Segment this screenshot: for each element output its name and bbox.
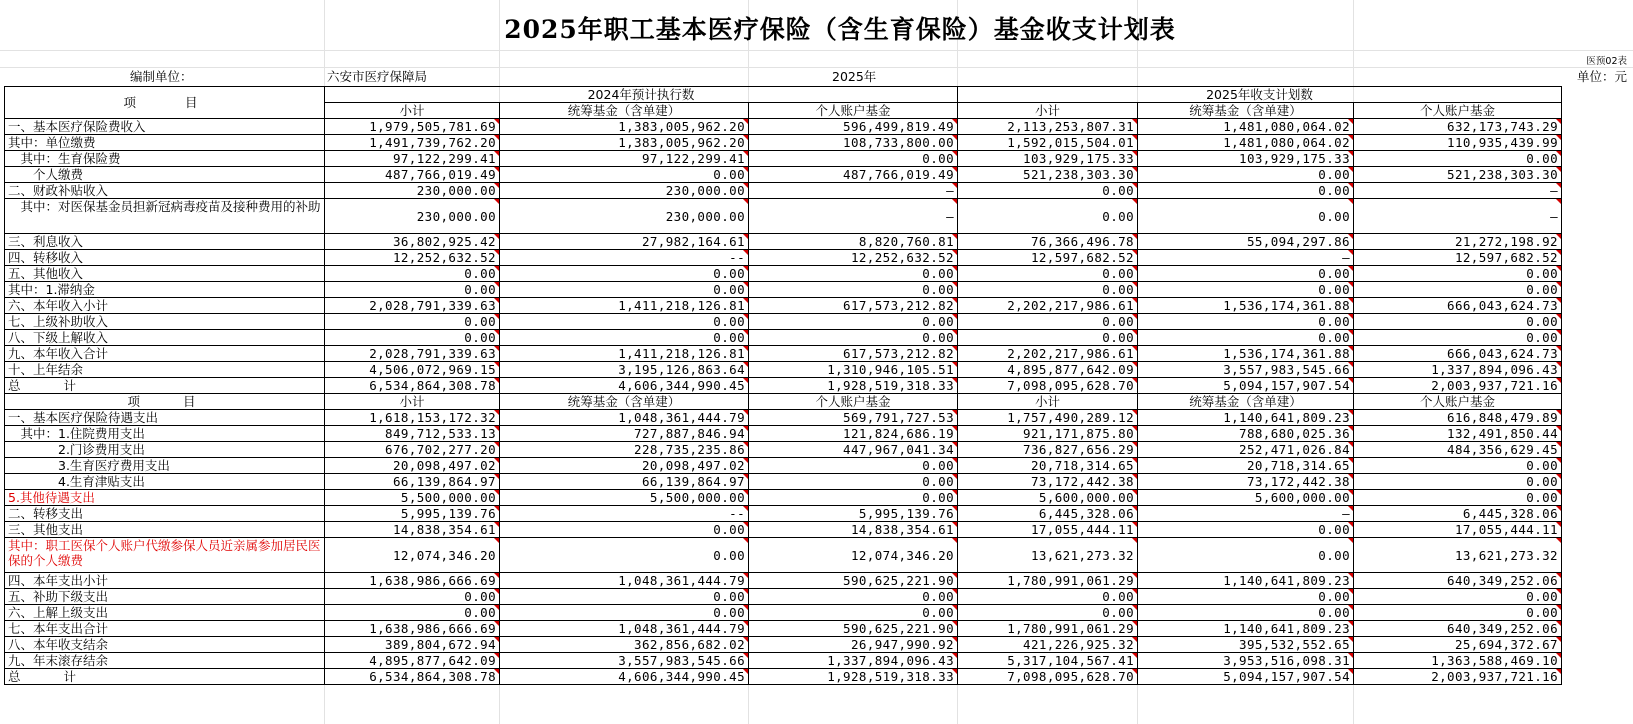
cell-value: 230,000.00 xyxy=(325,199,500,234)
cell-value: 5,317,104,567.41 xyxy=(958,653,1138,669)
cell-value: 5,094,157,907.54 xyxy=(1138,378,1354,394)
cell-value: 76,366,496.78 xyxy=(958,234,1138,250)
row-label: 八、下级上解收入 xyxy=(5,330,325,346)
header-row-expense xyxy=(5,394,1562,410)
cell-value: 73,172,442.38 xyxy=(1138,474,1354,490)
cell-value: 6,445,328.06 xyxy=(1354,506,1562,522)
cell-value: 0.00 xyxy=(958,282,1138,298)
cell-value: 1,140,641,809.23 xyxy=(1138,410,1354,426)
cell-value: 0.00 xyxy=(500,330,749,346)
cell-value: 1,363,588,469.10 xyxy=(1354,653,1562,669)
cell-value: 6,534,864,308.78 xyxy=(325,669,500,685)
form-code: 医预02表 xyxy=(1586,56,1627,67)
header-group-2025: 2025年收支计划数 xyxy=(958,87,1562,103)
cell-value: 0.00 xyxy=(1138,538,1354,573)
cell-value: 5,500,000.00 xyxy=(325,490,500,506)
cell-value: — xyxy=(1138,250,1354,266)
cell-value: 788,680,025.36 xyxy=(1138,426,1354,442)
cell-value: 1,383,005,962.20 xyxy=(500,119,749,135)
cell-value: 4,606,344,990.45 xyxy=(500,669,749,685)
cell-value: 521,238,303.30 xyxy=(1354,167,1562,183)
cell-value: 421,226,925.32 xyxy=(958,637,1138,653)
table-row xyxy=(5,266,1562,282)
cell-value: — xyxy=(749,199,958,234)
table-row xyxy=(5,119,1562,135)
cell-value: 569,791,727.53 xyxy=(749,410,958,426)
cell-value: 0.00 xyxy=(1138,589,1354,605)
header-col: 个人账户基金 xyxy=(1354,103,1562,119)
cell-value: 0.00 xyxy=(749,490,958,506)
cell-value: 0.00 xyxy=(1354,330,1562,346)
cell-value: 230,000.00 xyxy=(500,199,749,234)
cell-value: 103,929,175.33 xyxy=(1138,151,1354,167)
table-row xyxy=(5,298,1562,314)
table-row xyxy=(5,538,1562,573)
cell-value: 0.00 xyxy=(1354,266,1562,282)
header-col: 个人账户基金 xyxy=(1354,394,1562,410)
cell-value: 389,804,672.94 xyxy=(325,637,500,653)
cell-value: 0.00 xyxy=(1354,605,1562,621)
table-row xyxy=(5,183,1562,199)
row-label: 三、利息收入 xyxy=(5,234,325,250)
cell-value: 447,967,041.34 xyxy=(749,442,958,458)
cell-value: 121,824,686.19 xyxy=(749,426,958,442)
row-label: 七、本年支出合计 xyxy=(5,621,325,637)
row-label: 4.生育津贴支出 xyxy=(5,474,325,490)
table-row xyxy=(5,151,1562,167)
cell-value: 5,500,000.00 xyxy=(500,490,749,506)
cell-value: 395,532,552.65 xyxy=(1138,637,1354,653)
cell-value: 13,621,273.32 xyxy=(958,538,1138,573)
table-row xyxy=(5,490,1562,506)
cell-value: 230,000.00 xyxy=(325,183,500,199)
org-name: 六安市医疗保障局 xyxy=(327,69,428,84)
cell-value: 110,935,439.99 xyxy=(1354,135,1562,151)
cell-value: 8,820,760.81 xyxy=(749,234,958,250)
cell-value: 13,621,273.32 xyxy=(1354,538,1562,573)
cell-value: 1,310,946,105.51 xyxy=(749,362,958,378)
cell-value: — xyxy=(1354,199,1562,234)
cell-value: 0.00 xyxy=(958,199,1138,234)
year-label: 2025年 xyxy=(832,69,877,84)
cell-value: 0.00 xyxy=(325,266,500,282)
table-row xyxy=(5,410,1562,426)
cell-value: 521,238,303.30 xyxy=(958,167,1138,183)
row-label: 九、年末滚存结余 xyxy=(5,653,325,669)
cell-value: 17,055,444.11 xyxy=(1354,522,1562,538)
header-col: 小计 xyxy=(325,394,500,410)
cell-value: 0.00 xyxy=(749,266,958,282)
cell-value: 2,028,791,339.63 xyxy=(325,298,500,314)
cell-value: — xyxy=(749,183,958,199)
cell-value: 1,638,986,666.69 xyxy=(325,621,500,637)
cell-value: 0.00 xyxy=(749,589,958,605)
gridline xyxy=(0,67,1633,68)
cell-value: 1,638,986,666.69 xyxy=(325,573,500,589)
cell-value: 0.00 xyxy=(1138,282,1354,298)
cell-value: 14,838,354.61 xyxy=(749,522,958,538)
cell-value: 2,202,217,986.61 xyxy=(958,346,1138,362)
header-col: 统筹基金（含单建） xyxy=(1138,394,1354,410)
cell-value: 0.00 xyxy=(749,330,958,346)
cell-value: 3,195,126,863.64 xyxy=(500,362,749,378)
row-label: 其中：1.滞纳金 xyxy=(5,282,325,298)
row-label: 二、转移支出 xyxy=(5,506,325,522)
cell-value: 0.00 xyxy=(500,266,749,282)
header-item: 项 目 xyxy=(5,394,325,410)
cell-value: 5,600,000.00 xyxy=(1138,490,1354,506)
cell-value: 617,573,212.82 xyxy=(749,346,958,362)
cell-value: 3,953,516,098.31 xyxy=(1138,653,1354,669)
cell-value: 3,557,983,545.66 xyxy=(1138,362,1354,378)
cell-value: -- xyxy=(500,506,749,522)
cell-value: 0.00 xyxy=(1354,458,1562,474)
cell-value: 1,337,894,096.43 xyxy=(749,653,958,669)
cell-value: 590,625,221.90 xyxy=(749,621,958,637)
cell-value: 0.00 xyxy=(325,282,500,298)
cell-value: 0.00 xyxy=(749,282,958,298)
header-col: 个人账户基金 xyxy=(749,103,958,119)
cell-value: 0.00 xyxy=(500,605,749,621)
row-label: 六、上解上级支出 xyxy=(5,605,325,621)
cell-value: 0.00 xyxy=(1354,282,1562,298)
cell-value: 0.00 xyxy=(500,282,749,298)
cell-value: 0.00 xyxy=(1138,605,1354,621)
cell-value: 0.00 xyxy=(500,538,749,573)
row-label: 总 计 xyxy=(5,378,325,394)
cell-value: 0.00 xyxy=(1138,330,1354,346)
cell-value: 6,534,864,308.78 xyxy=(325,378,500,394)
cell-value: 0.00 xyxy=(958,330,1138,346)
cell-value: 1,757,490,289.12 xyxy=(958,410,1138,426)
cell-value: 0.00 xyxy=(1354,490,1562,506)
header-col: 小计 xyxy=(958,103,1138,119)
cell-value: 0.00 xyxy=(958,314,1138,330)
cell-value: 1,048,361,444.79 xyxy=(500,573,749,589)
cell-value: 1,481,080,064.02 xyxy=(1138,119,1354,135)
cell-value: 1,140,641,809.23 xyxy=(1138,573,1354,589)
cell-value: 0.00 xyxy=(958,605,1138,621)
cell-value: 1,481,080,064.02 xyxy=(1138,135,1354,151)
cell-value: 1,979,505,781.69 xyxy=(325,119,500,135)
cell-value: 596,499,819.49 xyxy=(749,119,958,135)
cell-value: 0.00 xyxy=(500,522,749,538)
cell-value: 4,895,877,642.09 xyxy=(325,653,500,669)
cell-value: 108,733,800.00 xyxy=(749,135,958,151)
cell-value: 228,735,235.86 xyxy=(500,442,749,458)
row-label: 总 计 xyxy=(5,669,325,685)
cell-value: 12,252,632.52 xyxy=(749,250,958,266)
cell-value: 2,202,217,986.61 xyxy=(958,298,1138,314)
cell-value: 103,929,175.33 xyxy=(958,151,1138,167)
cell-value: 36,802,925.42 xyxy=(325,234,500,250)
row-label: 二、财政补贴收入 xyxy=(5,183,325,199)
cell-value: 1,780,991,061.29 xyxy=(958,621,1138,637)
row-label: 五、其他收入 xyxy=(5,266,325,282)
table-row xyxy=(5,135,1562,151)
row-label: 个人缴费 xyxy=(5,167,325,183)
row-label: 四、本年支出小计 xyxy=(5,573,325,589)
cell-value: 0.00 xyxy=(325,330,500,346)
cell-value: 5,995,139.76 xyxy=(325,506,500,522)
table-body xyxy=(5,87,1562,685)
cell-value: 0.00 xyxy=(325,605,500,621)
cell-value: 1,140,641,809.23 xyxy=(1138,621,1354,637)
cell-value: 230,000.00 xyxy=(500,183,749,199)
cell-value: — xyxy=(1354,183,1562,199)
row-label: 十、上年结余 xyxy=(5,362,325,378)
cell-value: 1,337,894,096.43 xyxy=(1354,362,1562,378)
cell-value: 676,702,277.20 xyxy=(325,442,500,458)
cell-value: 26,947,990.92 xyxy=(749,637,958,653)
table-row xyxy=(5,458,1562,474)
cell-value: 0.00 xyxy=(1354,151,1562,167)
cell-value: 640,349,252.06 xyxy=(1354,573,1562,589)
cell-value: 4,606,344,990.45 xyxy=(500,378,749,394)
cell-value: 487,766,019.49 xyxy=(749,167,958,183)
table-row xyxy=(5,621,1562,637)
table-row xyxy=(5,330,1562,346)
cell-value: 1,536,174,361.88 xyxy=(1138,346,1354,362)
cell-value: 20,098,497.02 xyxy=(325,458,500,474)
table-row xyxy=(5,282,1562,298)
cell-value: 2,003,937,721.16 xyxy=(1354,669,1562,685)
table-row xyxy=(5,314,1562,330)
cell-value: 252,471,026.84 xyxy=(1138,442,1354,458)
header-col: 统筹基金（含单建） xyxy=(1138,103,1354,119)
row-label: 3.生育医疗费用支出 xyxy=(5,458,325,474)
row-label: 其中：生育保险费 xyxy=(5,151,325,167)
header-col: 小计 xyxy=(958,394,1138,410)
table-row xyxy=(5,653,1562,669)
cell-value: 20,718,314.65 xyxy=(1138,458,1354,474)
table-row xyxy=(5,362,1562,378)
row-label: 五、补助下级支出 xyxy=(5,589,325,605)
cell-value: 2,028,791,339.63 xyxy=(325,346,500,362)
cell-value: 55,094,297.86 xyxy=(1138,234,1354,250)
cell-value: 25,694,372.67 xyxy=(1354,637,1562,653)
table-row xyxy=(5,669,1562,685)
cell-value: 3,557,983,545.66 xyxy=(500,653,749,669)
cell-value: 0.00 xyxy=(1138,183,1354,199)
row-label: 四、转移收入 xyxy=(5,250,325,266)
cell-value: 20,098,497.02 xyxy=(500,458,749,474)
table-row xyxy=(5,637,1562,653)
cell-value: 0.00 xyxy=(500,314,749,330)
cell-value: — xyxy=(1138,506,1354,522)
table-row xyxy=(5,234,1562,250)
cell-value: 0.00 xyxy=(1354,314,1562,330)
cell-value: 1,928,519,318.33 xyxy=(749,669,958,685)
cell-value: 12,597,682.52 xyxy=(958,250,1138,266)
cell-value: 1,048,361,444.79 xyxy=(500,621,749,637)
cell-value: 97,122,299.41 xyxy=(325,151,500,167)
table-row xyxy=(5,378,1562,394)
cell-value: 1,411,218,126.81 xyxy=(500,346,749,362)
cell-value: 484,356,629.45 xyxy=(1354,442,1562,458)
cell-value: 7,098,095,628.70 xyxy=(958,669,1138,685)
table-row xyxy=(5,426,1562,442)
table-row xyxy=(5,522,1562,538)
cell-value: 5,995,139.76 xyxy=(749,506,958,522)
cell-value: 27,982,164.61 xyxy=(500,234,749,250)
cell-value: 66,139,864.97 xyxy=(325,474,500,490)
cell-value: 616,848,479.89 xyxy=(1354,410,1562,426)
cell-value: 0.00 xyxy=(500,589,749,605)
cell-value: 2,003,937,721.16 xyxy=(1354,378,1562,394)
cell-value: 73,172,442.38 xyxy=(958,474,1138,490)
cell-value: 12,074,346.20 xyxy=(325,538,500,573)
table-row xyxy=(5,474,1562,490)
table-row xyxy=(5,605,1562,621)
cell-value: 362,856,682.02 xyxy=(500,637,749,653)
row-label: 5.其他待遇支出 xyxy=(5,490,325,506)
header-col: 统筹基金（含单建） xyxy=(500,103,749,119)
cell-value: 0.00 xyxy=(749,458,958,474)
cell-value: 21,272,198.92 xyxy=(1354,234,1562,250)
cell-value: 1,411,218,126.81 xyxy=(500,298,749,314)
budget-table xyxy=(4,86,1562,685)
cell-value: 1,048,361,444.79 xyxy=(500,410,749,426)
row-label: 2.门诊费用支出 xyxy=(5,442,325,458)
table-row xyxy=(5,573,1562,589)
table-row xyxy=(5,346,1562,362)
cell-value: 132,491,850.44 xyxy=(1354,426,1562,442)
cell-value: 0.00 xyxy=(1138,266,1354,282)
cell-value: 4,506,072,969.15 xyxy=(325,362,500,378)
cell-value: 0.00 xyxy=(749,474,958,490)
row-label: 八、本年收支结余 xyxy=(5,637,325,653)
cell-value: 590,625,221.90 xyxy=(749,573,958,589)
cell-value: 0.00 xyxy=(1138,199,1354,234)
cell-value: 1,928,519,318.33 xyxy=(749,378,958,394)
cell-value: 0.00 xyxy=(325,314,500,330)
cell-value: 7,098,095,628.70 xyxy=(958,378,1138,394)
cell-value: 2,113,253,807.31 xyxy=(958,119,1138,135)
cell-value: 0.00 xyxy=(1354,474,1562,490)
cell-value: 0.00 xyxy=(1138,167,1354,183)
cell-value: 1,491,739,762.20 xyxy=(325,135,500,151)
cell-value: 1,780,991,061.29 xyxy=(958,573,1138,589)
table-row xyxy=(5,506,1562,522)
row-label: 一、基本医疗保险待遇支出 xyxy=(5,410,325,426)
cell-value: 1,383,005,962.20 xyxy=(500,135,749,151)
cell-value: 0.00 xyxy=(1138,522,1354,538)
cell-value: 20,718,314.65 xyxy=(958,458,1138,474)
org-label: 编制单位： xyxy=(130,69,193,84)
row-label: 七、上级补助收入 xyxy=(5,314,325,330)
row-label: 其中：对医保基金员担新冠病毒疫苗及接种费用的补助 xyxy=(5,199,325,234)
row-label: 其中：单位缴费 xyxy=(5,135,325,151)
row-label: 其中：1.住院费用支出 xyxy=(5,426,325,442)
row-label: 其中：职工医保个人账户代缴参保人员近亲属参加居民医保的个人缴费 xyxy=(5,538,325,573)
cell-value: 0.00 xyxy=(500,167,749,183)
table-row xyxy=(5,167,1562,183)
cell-value: 0.00 xyxy=(749,314,958,330)
row-label: 三、其他支出 xyxy=(5,522,325,538)
header-item: 项 目 xyxy=(5,87,325,119)
cell-value: 97,122,299.41 xyxy=(500,151,749,167)
cell-value: 849,712,533.13 xyxy=(325,426,500,442)
cell-value: 736,827,656.29 xyxy=(958,442,1138,458)
cell-value: 66,139,864.97 xyxy=(500,474,749,490)
cell-value: 14,838,354.61 xyxy=(325,522,500,538)
header-group-2024: 2024年预计执行数 xyxy=(325,87,958,103)
cell-value: 5,600,000.00 xyxy=(958,490,1138,506)
cell-value: 5,094,157,907.54 xyxy=(1138,669,1354,685)
cell-value: 0.00 xyxy=(325,589,500,605)
cell-value: 666,043,624.73 xyxy=(1354,346,1562,362)
cell-value: -- xyxy=(500,250,749,266)
cell-value: 12,597,682.52 xyxy=(1354,250,1562,266)
cell-value: 666,043,624.73 xyxy=(1354,298,1562,314)
cell-value: 12,074,346.20 xyxy=(749,538,958,573)
cell-value: 0.00 xyxy=(958,183,1138,199)
cell-value: 487,766,019.49 xyxy=(325,167,500,183)
header-row-group xyxy=(5,87,1562,103)
cell-value: 6,445,328.06 xyxy=(958,506,1138,522)
page-title: 2025年职工基本医疗保险（含生育保险）基金收支计划表 xyxy=(504,15,1176,44)
table-row xyxy=(5,199,1562,234)
cell-value: 0.00 xyxy=(749,151,958,167)
cell-value: 1,618,153,172.32 xyxy=(325,410,500,426)
cell-value: 4,895,877,642.09 xyxy=(958,362,1138,378)
cell-value: 640,349,252.06 xyxy=(1354,621,1562,637)
cell-value: 921,171,875.80 xyxy=(958,426,1138,442)
cell-value: 632,173,743.29 xyxy=(1354,119,1562,135)
cell-value: 0.00 xyxy=(958,589,1138,605)
row-label: 九、本年收入合计 xyxy=(5,346,325,362)
table-row xyxy=(5,442,1562,458)
header-col: 统筹基金（含单建） xyxy=(500,394,749,410)
unit-label: 单位：元 xyxy=(1576,69,1627,84)
cell-value: 12,252,632.52 xyxy=(325,250,500,266)
cell-value: 17,055,444.11 xyxy=(958,522,1138,538)
table-row xyxy=(5,250,1562,266)
cell-value: 0.00 xyxy=(1138,314,1354,330)
row-label: 一、基本医疗保险费收入 xyxy=(5,119,325,135)
header-col: 小计 xyxy=(325,103,500,119)
cell-value: 1,536,174,361.88 xyxy=(1138,298,1354,314)
cell-value: 0.00 xyxy=(958,266,1138,282)
cell-value: 0.00 xyxy=(1354,589,1562,605)
cell-value: 617,573,212.82 xyxy=(749,298,958,314)
cell-value: 0.00 xyxy=(749,605,958,621)
cell-value: 727,887,846.94 xyxy=(500,426,749,442)
table-row xyxy=(5,589,1562,605)
header-col: 个人账户基金 xyxy=(749,394,958,410)
cell-value: 1,592,015,504.01 xyxy=(958,135,1138,151)
row-label: 六、本年收入小计 xyxy=(5,298,325,314)
